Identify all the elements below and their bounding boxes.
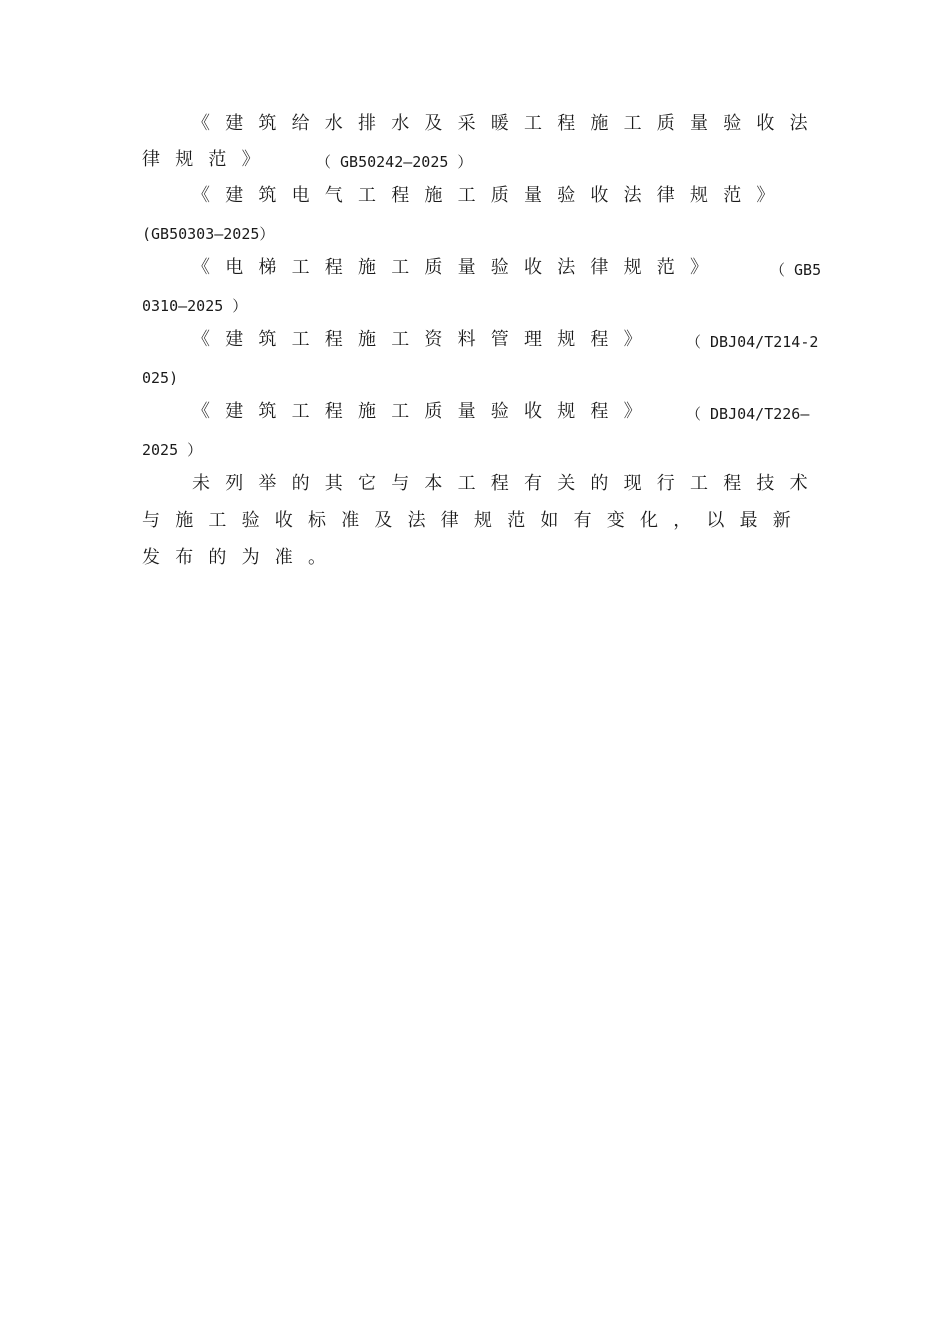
entry-2-title: 《建筑电气工程施工质量验收法律规范》 <box>192 185 790 206</box>
note-line-1: 未列举的其它与本工程有关的现行工程技术 <box>192 473 823 494</box>
entry-5-title: 《建筑工程施工质量验收规程》 <box>192 401 657 422</box>
entry-2-code: (GB50303—2025） <box>142 225 275 243</box>
entry-3-title: 《电梯工程施工质量验收法律规范》 <box>192 257 724 278</box>
entry-4-title: 《建筑工程施工资料管理规程》 <box>192 329 657 350</box>
entry-5-code-start: （ DBJ04/T226— <box>686 405 810 423</box>
entry-1-title-continued: 律规范》 <box>142 149 275 170</box>
entry-3-code-start: （ GB5 <box>770 261 822 279</box>
entry-5-code-end: 2025 ） <box>142 441 203 459</box>
entry-3-code-end: 0310—2025 ） <box>142 297 248 315</box>
entry-4-code-start: （ DBJ04/T214-2 <box>686 333 819 351</box>
note-line-3: 发布的为准。 <box>142 547 342 568</box>
entry-1-code: （ GB50242—2025 ） <box>316 153 473 171</box>
entry-4-code-end: 025) <box>142 369 179 387</box>
note-line-2: 与施工验收标准及法律规范如有变化，以最新 <box>142 510 806 531</box>
entry-1-title: 《建筑给水排水及采暖工程施工质量验收法 <box>192 113 823 134</box>
